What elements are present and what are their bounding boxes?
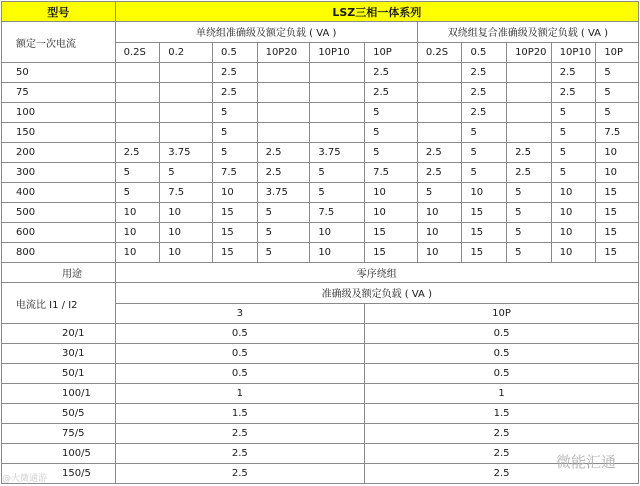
single-load-cell — [257, 103, 310, 123]
table-row — [2, 123, 639, 143]
dual-load-cell — [417, 103, 462, 123]
single-load-cell: 10 — [115, 203, 160, 223]
single-load-cell: 3.75 — [257, 183, 310, 203]
single-load-cell: 5 — [310, 163, 365, 183]
single-load-cell: 2.5 — [115, 143, 160, 163]
table-row — [2, 143, 639, 163]
single-load-cell: 10 — [310, 243, 365, 263]
dual-load-cell — [417, 83, 462, 103]
single-load-cell — [115, 123, 160, 143]
single-load-cell: 5 — [365, 143, 418, 163]
single-load-cell: 10 — [365, 203, 418, 223]
dual-load-cell: 5 — [462, 143, 507, 163]
dual-load-cell: 15 — [462, 243, 507, 263]
dual-load-cell — [507, 63, 552, 83]
single-load-cell: 2.5 — [365, 83, 418, 103]
table-row — [2, 243, 639, 263]
single-load-cell: 3.75 — [160, 143, 213, 163]
rated-current-cell: 300 — [2, 163, 116, 183]
single-load-cell: 10 — [160, 243, 213, 263]
single-class-header: 10P — [365, 42, 418, 63]
dual-load-cell: 5 — [551, 163, 596, 183]
table-row — [2, 404, 639, 424]
dual-load-cell: 2.5 — [507, 163, 552, 183]
single-load-cell: 10 — [115, 243, 160, 263]
single-load-cell: 15 — [365, 243, 418, 263]
single-load-cell: 10 — [160, 223, 213, 243]
current-ratio-cell: 100/1 — [2, 384, 116, 404]
single-load-cell: 15 — [365, 223, 418, 243]
zero-load-a-cell: 0.5 — [115, 364, 364, 384]
table-row — [2, 83, 639, 103]
zero-load-b-cell: 1.5 — [365, 404, 639, 424]
dual-winding-group: 双绕组复合准确级及额定负载 ( VA ) — [417, 22, 638, 43]
zero-sequence-rows — [2, 324, 639, 484]
dual-load-cell: 5 — [417, 183, 462, 203]
zero-load-b-cell: 0.5 — [365, 324, 639, 344]
single-load-cell: 5 — [365, 103, 418, 123]
single-load-cell: 5 — [212, 143, 257, 163]
zero-load-a-cell: 2.5 — [115, 424, 364, 444]
dual-load-cell: 2.5 — [462, 83, 507, 103]
zero-load-a-cell: 0.5 — [115, 324, 364, 344]
dual-load-cell: 2.5 — [462, 63, 507, 83]
model-label: 型号 — [2, 2, 116, 22]
single-load-cell — [115, 63, 160, 83]
dual-load-cell: 5 — [507, 183, 552, 203]
dual-load-cell: 15 — [596, 183, 639, 203]
zero-load-a-cell: 1.5 — [115, 404, 364, 424]
dual-load-cell: 7.5 — [596, 123, 639, 143]
dual-class-header: 0.5 — [462, 42, 507, 63]
zero-load-a-cell: 1 — [115, 384, 364, 404]
dual-load-cell: 2.5 — [462, 103, 507, 123]
single-load-cell: 7.5 — [160, 183, 213, 203]
table-row — [2, 183, 639, 203]
accuracy-rated-load-label: 准确级及额定负载 ( VA ) — [115, 283, 638, 304]
table-row — [2, 223, 639, 243]
rated-load-rows — [2, 63, 639, 263]
zero-load-a-cell: 0.5 — [115, 344, 364, 364]
zero-load-a-cell: 2.5 — [115, 464, 364, 484]
single-load-cell — [160, 63, 213, 83]
zero-load-a-cell: 2.5 — [115, 444, 364, 464]
table-row — [2, 203, 639, 223]
dual-load-cell: 5 — [596, 103, 639, 123]
usage-label: 用途 — [2, 263, 116, 283]
zero-class-a: 3 — [115, 303, 364, 324]
rated-current-cell: 500 — [2, 203, 116, 223]
single-load-cell — [310, 83, 365, 103]
rated-current-cell: 100 — [2, 103, 116, 123]
dual-load-cell — [507, 83, 552, 103]
dual-load-cell — [507, 103, 552, 123]
table-row — [2, 464, 639, 484]
zero-load-b-cell: 2.5 — [365, 444, 639, 464]
series-title: LSZ三相一体系列 — [115, 2, 638, 22]
table-row — [2, 364, 639, 384]
rated-current-cell: 75 — [2, 83, 116, 103]
single-load-cell: 10 — [160, 203, 213, 223]
single-load-cell: 15 — [212, 203, 257, 223]
rated-current-cell: 400 — [2, 183, 116, 203]
dual-load-cell: 10 — [551, 203, 596, 223]
rated-current-cell: 50 — [2, 63, 116, 83]
single-load-cell — [310, 123, 365, 143]
dual-load-cell: 15 — [596, 243, 639, 263]
zero-load-b-cell: 1 — [365, 384, 639, 404]
zero-sequence-label: 零序绕组 — [115, 263, 638, 283]
single-load-cell: 10 — [310, 223, 365, 243]
single-load-cell: 2.5 — [212, 63, 257, 83]
single-load-cell: 2.5 — [212, 83, 257, 103]
table-row — [2, 444, 639, 464]
dual-load-cell: 10 — [417, 203, 462, 223]
single-load-cell: 5 — [212, 123, 257, 143]
table-row — [2, 103, 639, 123]
dual-load-cell: 10 — [596, 143, 639, 163]
dual-class-header: 10P20 — [507, 42, 552, 63]
dual-load-cell — [417, 63, 462, 83]
dual-load-cell: 15 — [596, 203, 639, 223]
dual-load-cell: 5 — [507, 243, 552, 263]
dual-load-cell: 2.5 — [551, 83, 596, 103]
single-load-cell: 5 — [257, 223, 310, 243]
dual-load-cell: 5 — [596, 83, 639, 103]
single-load-cell: 10 — [115, 223, 160, 243]
table-row — [2, 344, 639, 364]
rated-current-label: 额定一次电流 — [2, 22, 116, 63]
single-load-cell — [310, 63, 365, 83]
single-load-cell: 5 — [160, 163, 213, 183]
current-ratio-cell: 100/5 — [2, 444, 116, 464]
single-load-cell: 5 — [365, 123, 418, 143]
single-load-cell: 2.5 — [257, 163, 310, 183]
dual-load-cell: 10 — [417, 243, 462, 263]
dual-class-header: 10P10 — [551, 42, 596, 63]
dual-load-cell: 2.5 — [417, 163, 462, 183]
dual-load-cell: 5 — [507, 223, 552, 243]
single-load-cell — [257, 123, 310, 143]
single-load-cell: 5 — [257, 203, 310, 223]
single-class-header: 0.5 — [212, 42, 257, 63]
single-load-cell: 7.5 — [212, 163, 257, 183]
single-load-cell: 5 — [115, 183, 160, 203]
single-load-cell — [257, 83, 310, 103]
single-load-cell — [160, 123, 213, 143]
single-load-cell — [115, 83, 160, 103]
zero-class-b: 10P — [365, 303, 639, 324]
dual-load-cell: 2.5 — [551, 63, 596, 83]
single-load-cell — [160, 103, 213, 123]
current-ratio-label: 电流比 I1 / I2 — [2, 283, 116, 324]
rated-current-cell: 600 — [2, 223, 116, 243]
dual-load-cell — [417, 123, 462, 143]
rated-current-cell: 150 — [2, 123, 116, 143]
table-row — [2, 163, 639, 183]
rated-current-cell: 200 — [2, 143, 116, 163]
single-winding-group: 单绕组准确级及额定负载 ( VA ) — [115, 22, 417, 43]
single-load-cell — [160, 83, 213, 103]
dual-load-cell: 2.5 — [507, 143, 552, 163]
dual-load-cell: 5 — [462, 123, 507, 143]
dual-load-cell: 15 — [462, 203, 507, 223]
single-load-cell: 5 — [212, 103, 257, 123]
table-row — [2, 384, 639, 404]
dual-load-cell: 5 — [596, 63, 639, 83]
zero-load-b-cell: 2.5 — [365, 424, 639, 444]
dual-load-cell: 15 — [462, 223, 507, 243]
dual-load-cell: 5 — [462, 163, 507, 183]
watermark-text: 微能汇通 — [555, 453, 616, 471]
zero-load-b-cell: 2.5 — [365, 464, 639, 484]
table-row — [2, 63, 639, 83]
dual-load-cell: 10 — [417, 223, 462, 243]
dual-load-cell: 5 — [507, 203, 552, 223]
current-ratio-cell: 50/1 — [2, 364, 116, 384]
single-load-cell — [257, 63, 310, 83]
current-ratio-cell: 150/5 — [2, 464, 116, 484]
single-load-cell: 3.75 — [310, 143, 365, 163]
dual-class-header: 0.2S — [417, 42, 462, 63]
single-load-cell: 5 — [310, 183, 365, 203]
dual-load-cell: 5 — [551, 103, 596, 123]
rated-current-cell: 800 — [2, 243, 116, 263]
zero-load-b-cell: 0.5 — [365, 364, 639, 384]
single-load-cell: 5 — [257, 243, 310, 263]
table-row — [2, 324, 639, 344]
single-load-cell: 2.5 — [365, 63, 418, 83]
dual-load-cell: 10 — [596, 163, 639, 183]
single-load-cell — [115, 103, 160, 123]
single-load-cell: 15 — [212, 223, 257, 243]
single-load-cell: 2.5 — [257, 143, 310, 163]
single-load-cell: 7.5 — [310, 203, 365, 223]
spec-table — [1, 1, 639, 484]
current-ratio-cell: 30/1 — [2, 344, 116, 364]
single-load-cell: 15 — [212, 243, 257, 263]
dual-load-cell: 2.5 — [417, 143, 462, 163]
dual-load-cell: 5 — [551, 143, 596, 163]
single-load-cell: 10 — [365, 183, 418, 203]
dual-load-cell: 10 — [551, 243, 596, 263]
current-ratio-cell: 75/5 — [2, 424, 116, 444]
single-class-header: 0.2S — [115, 42, 160, 63]
dual-load-cell: 10 — [551, 223, 596, 243]
dual-load-cell: 10 — [551, 183, 596, 203]
single-class-header: 10P10 — [310, 42, 365, 63]
dual-load-cell: 15 — [596, 223, 639, 243]
single-load-cell — [310, 103, 365, 123]
table-row — [2, 424, 639, 444]
watermark-left-text: @大微通游 — [2, 474, 48, 484]
current-ratio-cell: 50/5 — [2, 404, 116, 424]
single-class-header: 10P20 — [257, 42, 310, 63]
current-ratio-cell: 20/1 — [2, 324, 116, 344]
single-load-cell: 5 — [115, 163, 160, 183]
dual-load-cell — [507, 123, 552, 143]
zero-load-b-cell: 0.5 — [365, 344, 639, 364]
dual-class-header: 10P — [596, 42, 639, 63]
single-class-header: 0.2 — [160, 42, 213, 63]
dual-load-cell: 5 — [551, 123, 596, 143]
dual-load-cell: 10 — [462, 183, 507, 203]
single-load-cell: 10 — [212, 183, 257, 203]
single-load-cell: 7.5 — [365, 163, 418, 183]
